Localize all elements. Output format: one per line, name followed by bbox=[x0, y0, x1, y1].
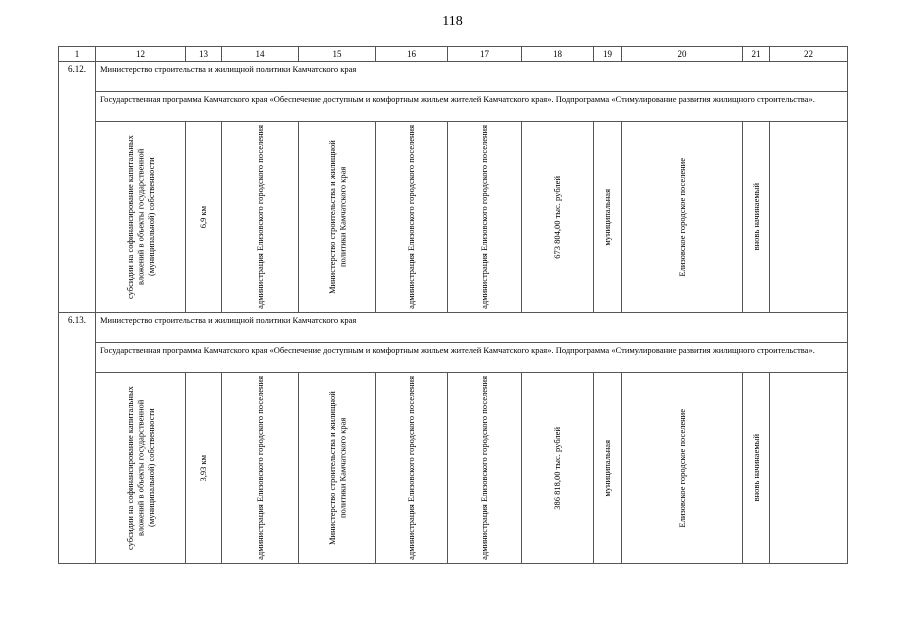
table-row bbox=[59, 62, 848, 92]
ownership-text: муниципальная bbox=[602, 188, 613, 246]
col-header: 1 bbox=[59, 47, 96, 62]
location-text: Елизовское городское поселение bbox=[676, 157, 687, 277]
col-header: 12 bbox=[96, 47, 186, 62]
recipient-cell bbox=[448, 373, 522, 564]
ownership-cell bbox=[594, 373, 622, 564]
col-header: 19 bbox=[594, 47, 622, 62]
recipient-text: администрация Елизовского городского поселения bbox=[479, 125, 490, 309]
object-table bbox=[58, 46, 848, 564]
developer-text: администрация Елизовского городского поселения bbox=[406, 376, 417, 560]
funding-type-cell bbox=[96, 373, 186, 564]
row-number: 6.12. bbox=[59, 62, 96, 313]
col-header: 14 bbox=[222, 47, 299, 62]
status-text: вновь начинаемый bbox=[750, 183, 761, 251]
customer-cell bbox=[222, 122, 299, 313]
funding-type-cell bbox=[96, 122, 186, 313]
main-manager-text: Министерство строительства и жилищной политики Камчатского края bbox=[326, 391, 347, 545]
col-header: 22 bbox=[770, 47, 848, 62]
cost-cell bbox=[522, 122, 594, 313]
ministry-cell: Министерство строительства и жилищной политики Камчатского края bbox=[96, 62, 848, 92]
empty-cell bbox=[770, 373, 848, 564]
col-header: 16 bbox=[376, 47, 448, 62]
capacity-text: 3,93 км bbox=[198, 454, 209, 482]
customer-cell bbox=[222, 373, 299, 564]
customer-text: администрация Елизовского городского поселения bbox=[254, 376, 265, 560]
recipient-text: администрация Елизовского городского поселения bbox=[479, 376, 490, 560]
capacity-cell bbox=[186, 122, 222, 313]
empty-cell bbox=[770, 122, 848, 313]
cost-text: 673 804,00 тыс. рублей bbox=[552, 175, 563, 259]
status-text: вновь начинаемый bbox=[750, 434, 761, 502]
customer-text: администрация Елизовского городского поселения bbox=[254, 125, 265, 309]
location-cell bbox=[622, 122, 743, 313]
col-header: 15 bbox=[299, 47, 376, 62]
ownership-cell bbox=[594, 122, 622, 313]
developer-cell bbox=[376, 122, 448, 313]
ministry-cell: Министерство строительства и жилищной политики Камчатского края bbox=[96, 313, 848, 343]
program-cell: Государственная программа Камчатского края «Обеспечение доступным и комфортным жильем жителей Камчатского края». Подпрограмма «Стимулирование развития жилищного строительства». bbox=[96, 92, 848, 122]
cost-cell bbox=[522, 373, 594, 564]
page-number: 118 bbox=[442, 14, 463, 29]
capacity-text: 6,9 км bbox=[198, 205, 209, 229]
main-manager-cell bbox=[299, 373, 376, 564]
funding-type-text: субсидии на софинансирование капитальных вложений в объекты государственной (муниципальной) собственности bbox=[124, 135, 156, 299]
developer-text: администрация Елизовского городского поселения bbox=[406, 125, 417, 309]
ownership-text: муниципальная bbox=[602, 439, 613, 497]
table-row bbox=[59, 122, 848, 313]
location-text: Елизовское городское поселение bbox=[676, 408, 687, 528]
col-header: 20 bbox=[622, 47, 743, 62]
developer-cell bbox=[376, 373, 448, 564]
capacity-cell bbox=[186, 373, 222, 564]
table-row bbox=[59, 343, 848, 373]
status-cell bbox=[743, 122, 770, 313]
recipient-cell bbox=[448, 122, 522, 313]
table-row bbox=[59, 313, 848, 343]
program-cell: Государственная программа Камчатского края «Обеспечение доступным и комфортным жильем жителей Камчатского края». Подпрограмма «Стимулирование развития жилищного строительства». bbox=[96, 343, 848, 373]
cost-text: 386 818,00 тыс. рублей bbox=[552, 426, 563, 510]
main-manager-cell bbox=[299, 122, 376, 313]
table-row bbox=[59, 373, 848, 564]
column-number-header bbox=[59, 47, 848, 62]
col-header: 17 bbox=[448, 47, 522, 62]
location-cell bbox=[622, 373, 743, 564]
col-header: 21 bbox=[743, 47, 770, 62]
table-row bbox=[59, 92, 848, 122]
main-manager-text: Министерство строительства и жилищной политики Камчатского края bbox=[326, 140, 347, 294]
row-number: 6.13. bbox=[59, 313, 96, 564]
status-cell bbox=[743, 373, 770, 564]
col-header: 13 bbox=[186, 47, 222, 62]
col-header: 18 bbox=[522, 47, 594, 62]
funding-type-text: субсидии на софинансирование капитальных вложений в объекты государственной (муниципальной) собственности bbox=[124, 386, 156, 550]
